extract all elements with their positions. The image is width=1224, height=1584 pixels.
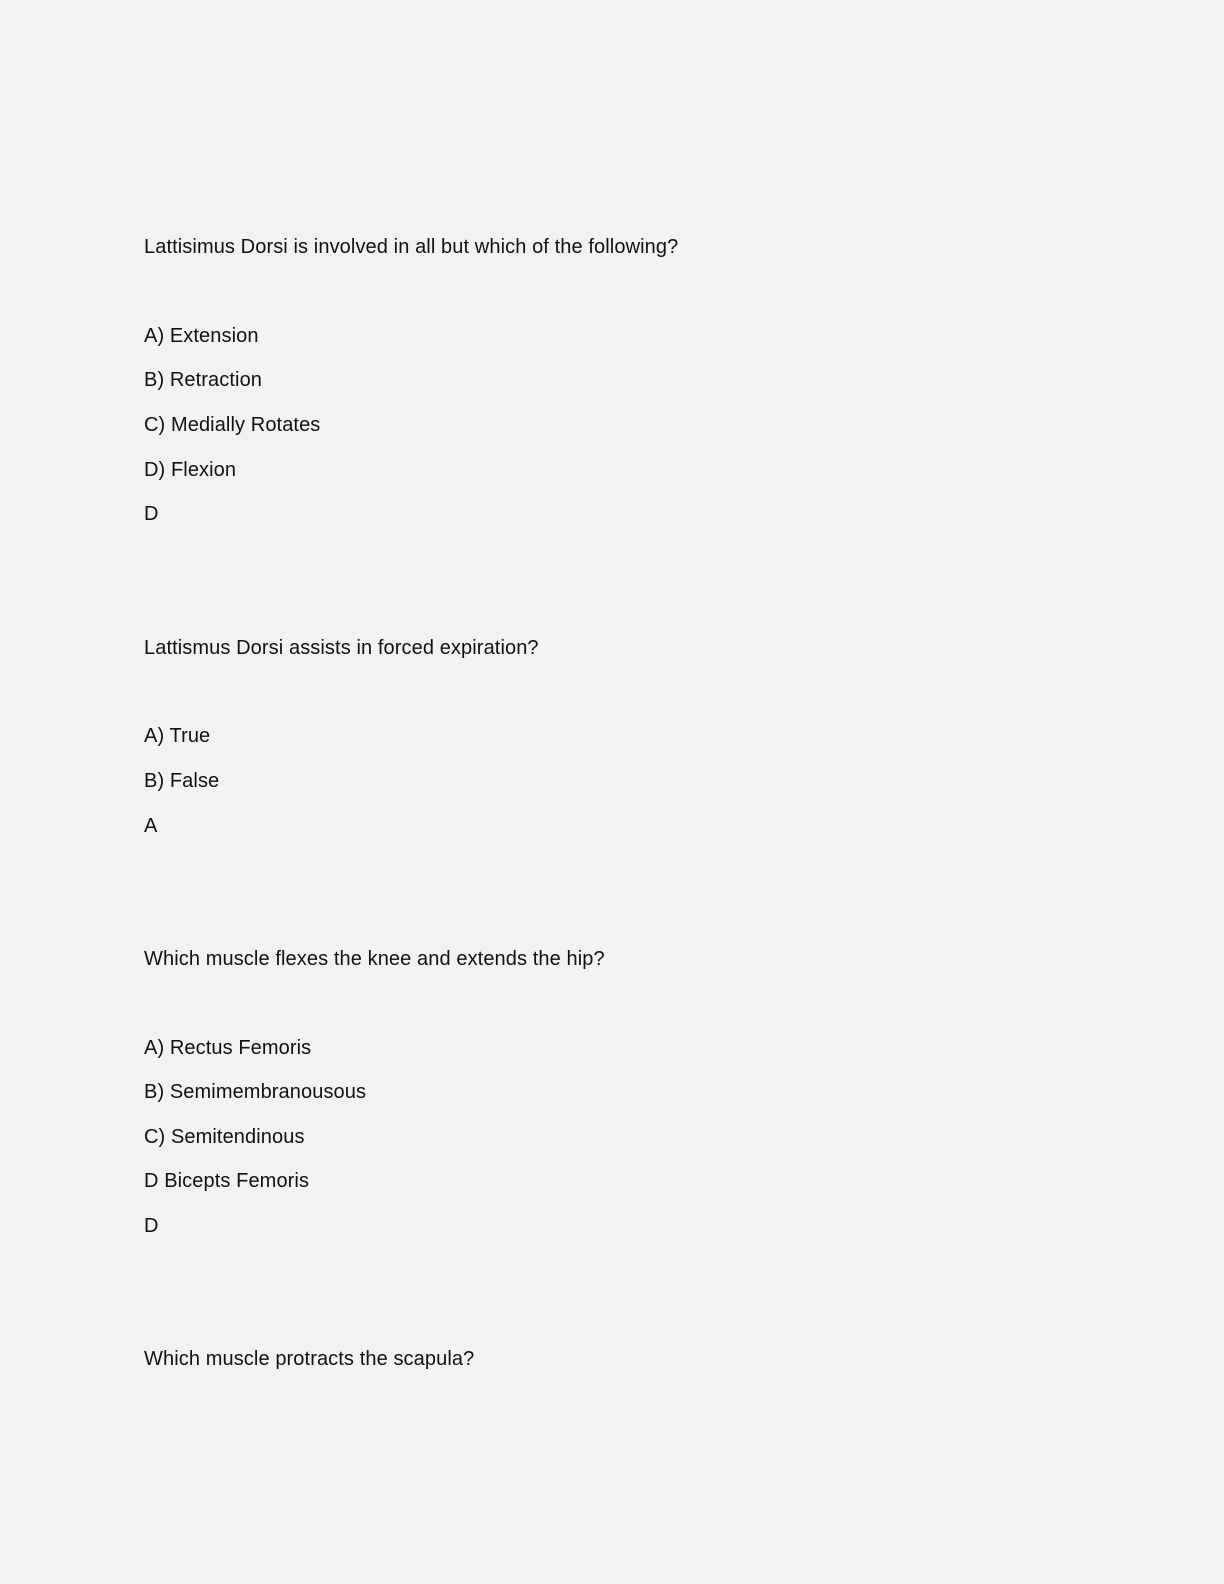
question-2-text: Lattismus Dorsi assists in forced expiration? [144,637,539,659]
question-3-option-a: A) Rectus Femoris [144,1037,312,1059]
question-1-option-d: D) Flexion [144,459,237,481]
question-3-option-d: D Bicepts Femoris [144,1170,310,1192]
question-3-answer: D [144,1215,159,1237]
question-2-answer: A [144,815,158,837]
question-1-text: Lattisimus Dorsi is involved in all but which of the following? [144,236,679,258]
question-2-option-b: B) False [144,770,220,792]
question-3-option-c: C) Semitendinous [144,1126,305,1148]
question-1-option-c: C) Medially Rotates [144,414,321,436]
question-3-text: Which muscle flexes the knee and extends the hip? [144,948,605,970]
question-1-option-a: A) Extension [144,325,259,347]
question-2-option-a: A) True [144,725,211,747]
question-3-option-b: B) Semimembranousous [144,1081,367,1103]
question-4-text: Which muscle protracts the scapula? [144,1348,475,1370]
question-1-option-b: B) Retraction [144,369,263,391]
question-1-answer: D [144,503,159,525]
